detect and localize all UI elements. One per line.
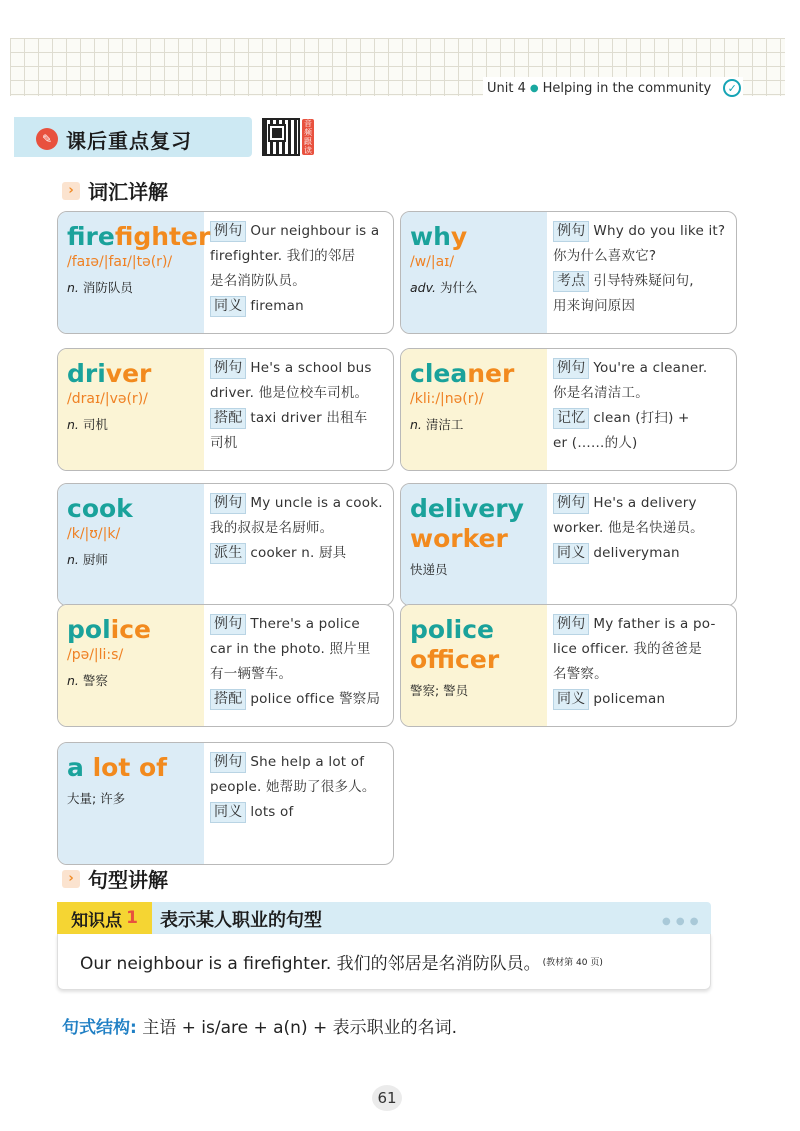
vocab-word-part: ver [105, 359, 152, 388]
note-text: She help a lot of [250, 754, 365, 770]
textbook-reference: (教材第 40 页) [542, 958, 603, 968]
note-line [210, 219, 387, 244]
note-text: driver. 他是位校车司机。 [210, 385, 369, 401]
vocab-word-part: a [67, 753, 84, 782]
vocab-notes [547, 212, 736, 333]
vocab-word-part: officer [410, 645, 500, 674]
vocab-word-part: lot of [92, 753, 168, 782]
vocab-card [57, 742, 394, 865]
vocab-notes [547, 349, 736, 470]
vocab-word-panel [401, 605, 547, 726]
note-line [553, 294, 730, 319]
note-tag: 例句 [210, 614, 246, 635]
vocab-word [67, 615, 196, 645]
vocab-word [410, 615, 539, 675]
check-icon: ✓ [723, 79, 741, 97]
note-line [553, 269, 730, 294]
chinese-meaning: 清洁工 [425, 417, 464, 432]
vocab-word-part: police [410, 615, 494, 644]
unit-topic: Helping in the community [542, 80, 712, 96]
part-of-speech: n. [67, 673, 79, 688]
chinese-meaning: 警察 [82, 673, 108, 688]
section-banner-content [36, 122, 252, 156]
vocab-word-panel [58, 484, 204, 605]
note-text: cooker n. 厨具 [250, 545, 347, 561]
vocab-phonetic: /draɪ/|və(r)/ [67, 391, 148, 407]
unit-title [483, 77, 743, 99]
vocab-notes [547, 605, 736, 726]
vocab-word-part: clea [410, 359, 468, 388]
vocab-meaning [67, 415, 196, 433]
vocab-word-part: fire [67, 222, 115, 251]
vocab-heading-text: 词汇详解 [88, 180, 168, 204]
vocab-word-part: fighter [114, 222, 211, 251]
note-tag: 考点 [553, 271, 589, 292]
vocab-word-panel [58, 212, 211, 333]
note-tag: 同义 [553, 543, 589, 564]
vocab-word [67, 753, 196, 783]
chinese-meaning: 警察; 警员 [410, 683, 469, 698]
note-line [210, 431, 387, 456]
knowledge-example-box [57, 934, 711, 990]
vocab-notes [204, 605, 393, 726]
knowledge-bar [57, 902, 711, 934]
note-text: 是名消防队员。 [210, 273, 306, 289]
chinese-meaning: 司机 [82, 417, 108, 432]
note-tag: 同义 [210, 296, 246, 317]
vocab-word-part: worker [410, 524, 508, 553]
sentence-heading-text: 句型讲解 [88, 868, 168, 892]
vocab-word-part: y [450, 222, 468, 251]
vocab-word-part: pol [67, 615, 111, 644]
note-text: police office 警察局 [250, 691, 381, 707]
note-line [210, 516, 387, 541]
note-tag: 例句 [553, 221, 589, 242]
note-line [553, 491, 730, 516]
note-text: 你是名清洁工。 [553, 385, 649, 401]
vocab-word-panel [401, 212, 547, 333]
note-line [553, 516, 730, 541]
note-text: policeman [593, 691, 666, 707]
vocab-notes [204, 212, 393, 333]
vocab-card [400, 211, 737, 334]
vocab-word-panel [58, 743, 204, 864]
note-text: 用来询问原因 [553, 298, 636, 314]
knowledge-title: 表示某人职业的句型 [160, 910, 322, 931]
note-line [210, 612, 387, 637]
vocab-word-panel [401, 484, 547, 605]
decorative-dots-icon: ● ● ● [662, 916, 700, 927]
note-text: lots of [250, 804, 294, 820]
vocab-phonetic: /k/|ʊ/|k/ [67, 526, 121, 542]
separator-dot-icon: ● [529, 82, 539, 94]
chinese-meaning: 消防队员 [82, 280, 133, 295]
note-line [210, 800, 387, 825]
knowledge-example: Our neighbour is a firefighter. 我们的邻居是名消防队员。 [80, 954, 541, 974]
note-line [210, 269, 387, 294]
vocab-phonetic: /w/|aɪ/ [410, 254, 455, 270]
note-text: My uncle is a cook. [250, 495, 383, 511]
vocab-word-panel [58, 349, 204, 470]
part-of-speech: adv. [410, 280, 436, 295]
vocab-word-part: delivery [410, 494, 524, 523]
note-tag: 例句 [210, 752, 246, 773]
note-text: He's a school bus [250, 360, 372, 376]
note-line [210, 750, 387, 775]
note-tag: 例句 [553, 493, 589, 514]
part-of-speech: n. [67, 417, 79, 432]
vocab-phonetic: /faɪə/|faɪ/|tə(r)/ [67, 254, 173, 270]
vocab-word-part: cook [67, 494, 133, 523]
note-tag: 例句 [210, 358, 246, 379]
note-text: Why do you like it? [593, 223, 726, 239]
vocab-card [400, 604, 737, 727]
note-tag: 例句 [553, 358, 589, 379]
note-line [210, 381, 387, 406]
vocab-word [410, 359, 539, 389]
sentence-structure [62, 1013, 457, 1038]
qr-code-icon[interactable] [262, 118, 300, 156]
note-line [210, 662, 387, 687]
note-tag: 例句 [210, 221, 246, 242]
vocab-word [67, 359, 196, 389]
note-line [553, 356, 730, 381]
structure-text: 主语 + is/are + a(n) + 表示职业的名词. [142, 1018, 458, 1038]
vocab-meaning [67, 550, 196, 568]
note-text: firefighter. 我们的邻居 [210, 248, 356, 264]
note-text: 我的叔叔是名厨师。 [210, 520, 334, 536]
note-text: deliveryman [593, 545, 680, 561]
note-line [210, 356, 387, 381]
note-tag: 搭配 [210, 408, 246, 429]
note-line [210, 294, 387, 319]
note-tag: 例句 [553, 614, 589, 635]
knowledge-label: 知识点 [71, 910, 123, 931]
note-text: taxi driver 出租车 [250, 410, 368, 426]
note-text: 你为什么喜欢它? [553, 248, 657, 264]
chinese-meaning: 厨师 [82, 552, 108, 567]
note-line [210, 406, 387, 431]
vocab-meaning [67, 278, 196, 296]
page-number: 61 [372, 1085, 402, 1111]
vocab-word [410, 494, 539, 554]
unit-label: Unit 4 [487, 80, 526, 96]
vocab-heading [62, 176, 168, 205]
note-text: worker. 他是名快递员。 [553, 520, 704, 536]
banner-title: 课后重点复习 [66, 128, 192, 153]
note-line [553, 381, 730, 406]
vocab-word-part: wh [410, 222, 451, 251]
note-text: 有一辆警车。 [210, 666, 293, 682]
vocab-word-part: ner [467, 359, 515, 388]
vocab-card [57, 348, 394, 471]
vocab-word-panel [401, 349, 547, 470]
note-tag: 派生 [210, 543, 246, 564]
vocab-meaning [410, 560, 539, 578]
note-tag: 搭配 [210, 689, 246, 710]
note-text: car in the photo. 照片里 [210, 641, 371, 657]
note-text: You're a cleaner. [593, 360, 708, 376]
vocab-word-part: dri [67, 359, 106, 388]
knowledge-number: 1 [126, 908, 138, 928]
vocab-card [400, 483, 737, 606]
vocab-meaning [410, 278, 539, 296]
note-line [553, 219, 730, 244]
chevron-right-icon: › [62, 182, 80, 200]
vocab-notes [204, 484, 393, 605]
vocab-word [410, 222, 539, 252]
part-of-speech: n. [410, 417, 422, 432]
knowledge-tag [57, 902, 152, 934]
note-line [210, 491, 387, 516]
note-text: people. 她帮助了很多人。 [210, 779, 376, 795]
note-text: He's a delivery [593, 495, 697, 511]
qr-audio-tag: 音频跟读 [304, 119, 312, 155]
vocab-notes [204, 743, 393, 864]
note-text: 引导特殊疑问句, [593, 273, 694, 289]
vocab-word [67, 222, 211, 252]
note-tag: 记忆 [553, 408, 589, 429]
note-tag: 同义 [553, 689, 589, 710]
structure-label: 句式结构: [62, 1018, 137, 1038]
vocab-word-panel [58, 605, 204, 726]
chinese-meaning: 为什么 [439, 280, 478, 295]
note-text: There's a police [250, 616, 360, 632]
note-tag: 例句 [210, 493, 246, 514]
note-line [553, 431, 730, 456]
note-line [210, 687, 387, 712]
vocab-phonetic: /pə/|li:s/ [67, 647, 124, 663]
vocab-meaning [410, 415, 539, 433]
note-line [553, 406, 730, 431]
note-line [553, 637, 730, 662]
note-line [553, 662, 730, 687]
part-of-speech: n. [67, 552, 79, 567]
note-line [210, 775, 387, 800]
chinese-meaning: 快递员 [410, 562, 448, 577]
note-line [210, 637, 387, 662]
vocab-phonetic: /kli:/|nə(r)/ [410, 391, 484, 407]
note-tag: 同义 [210, 802, 246, 823]
vocab-card [400, 348, 737, 471]
note-line [553, 541, 730, 566]
vocab-notes [204, 349, 393, 470]
note-text: 司机 [210, 435, 238, 451]
note-text: er (……的人) [553, 435, 638, 451]
note-line [553, 612, 730, 637]
note-text: My father is a po- [593, 616, 716, 632]
vocab-card [57, 604, 394, 727]
vocab-card [57, 211, 394, 334]
part-of-speech: n. [67, 280, 79, 295]
sentence-heading [62, 864, 168, 893]
chevron-right-icon: › [62, 870, 80, 888]
vocab-notes [547, 484, 736, 605]
note-text: Our neighbour is a [250, 223, 380, 239]
note-line [210, 244, 387, 269]
vocab-card [57, 483, 394, 606]
vocab-meaning [410, 681, 539, 699]
note-line [553, 687, 730, 712]
chinese-meaning: 大量; 许多 [67, 791, 126, 806]
note-text: lice officer. 我的爸爸是 [553, 641, 702, 657]
note-text: fireman [250, 298, 304, 314]
note-line [210, 541, 387, 566]
vocab-meaning [67, 789, 196, 807]
vocab-word [67, 494, 196, 524]
vocab-meaning [67, 671, 196, 689]
vocab-word-part: ice [110, 615, 151, 644]
pencil-icon: ✎ [36, 128, 58, 150]
note-text: 名警察。 [553, 666, 608, 682]
note-line [553, 244, 730, 269]
note-text: clean (打扫) + [593, 410, 690, 426]
